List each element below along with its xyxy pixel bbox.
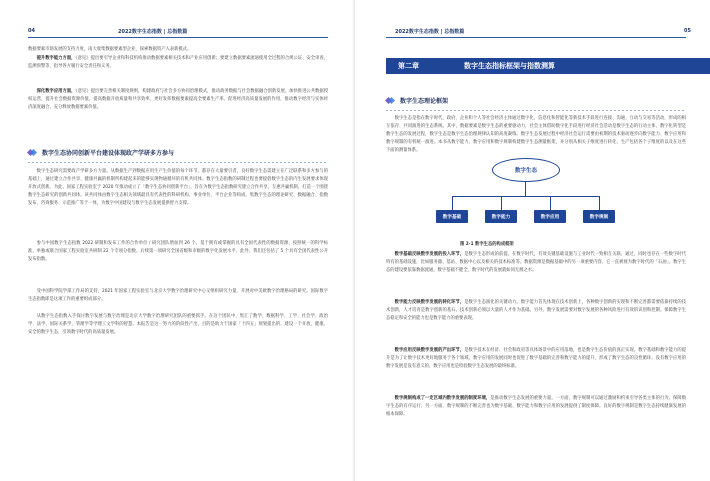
paragraph: 深化数字应用方面，《意见》提出要完善相关制度规则，构建政府与社会多方协同治理模式，推动政务数据与社会数据融合创新发展，加快推进公共数据授权运营，提升社会数据资源价值，提高数据开放质量和共享效率，更好发挥数据要素提高全要素生产率、促进经济高质量发展的作用，推动数字经济与实体经济深度融合，充分释放数据要素价值。 bbox=[28, 89, 328, 110]
section-rule bbox=[28, 162, 328, 163]
diagram-node-digital-foundation: 数字基础 bbox=[436, 210, 468, 223]
chapter-number: 第二章 bbox=[398, 62, 419, 70]
connector bbox=[599, 196, 600, 210]
paragraph: 数字生态研究需要政产学研多方力量。从数据生产到数据应用生产生价值的每个环节，都存在大量要引者。良好数字生态需建立在广泛联系和多方参与的基础上，通过建立合作共享、健康共赢的机制所构建起来的能够实现物通循环的有机共同体。数字生态指数的研制过程也要提倡数字生态的内生发展要求体现开放式创新。为此，国家工程实验室于 2020 年推动成立了「数字生态协同创新平台」，旨在为数字生态指数研究建立合作共享、互惠共赢机制，打造一个围绕数字生态研究的创新共同体。该共同体由数字生态相关领域最具有代表性的科研机构、事业单位、平台企业等构成，集数字生态的理论研究、数据融合、指数发布、咨询服务、示范推广等于一体，为数字中国建设与数字生态发展提供智力支撑。 bbox=[28, 169, 328, 206]
connector bbox=[525, 182, 526, 196]
section-title: 数字生态协同创新平台建设体现政产学研多方参与 bbox=[42, 150, 175, 157]
connector bbox=[452, 196, 600, 197]
section-rule bbox=[386, 110, 686, 111]
diagram-node-digital-regulation: 数字规制 bbox=[583, 210, 615, 223]
paragraph: 数字基础反映数字发展的投入环节，是数字生态形成的前提。在数字时代，有效关键基础设施与工业时代一致相互关联，通过，同时也存在一些数字时代特有的基础设施，比如服务器、基站、数据中心以及相关的技术标准等。数据资源是数据基础中的另一项重要内容，它一直被视为数字时代的「石油」。数字生态的建设要依靠数据流通。数字基础不健全，数字时代的发展就如同无源之水。 bbox=[386, 252, 687, 273]
figure-caption: 图 2-1 数字生态的构成框架 bbox=[460, 242, 514, 247]
diagram-node-digital-capability: 数字能力 bbox=[485, 210, 517, 223]
connector bbox=[452, 196, 453, 210]
paragraph: 受中国科学院学部工作局的支持，2021 年国家工程实验室与北京大学数字治理研究中心又组织研究力量，开展对中美欧数字治理格局的研究。国际数字生态指数即是这项工作的重要组成部分。 bbox=[28, 289, 328, 302]
paragraph: 数据要素市场发展的支持力度，南大收集数据要素型企业，探索数据资产入表新模式。 bbox=[28, 47, 192, 52]
chapter-title: 数字生态指标框架与指数测算 bbox=[464, 62, 555, 70]
paragraph: 提升数字能力方面，《意见》提出要引导企业和科技机构推动数据要素相关技术和产业应用创新；要建立数据要素流通使用全过程的合规公证、安全审查、监测预警等，指导各方履行安全责任和义务。 bbox=[28, 56, 328, 69]
chapter-banner bbox=[386, 58, 710, 74]
header-rule bbox=[386, 37, 686, 38]
section-heading bbox=[386, 96, 448, 105]
connector bbox=[550, 196, 551, 210]
running-header: 2022数字生态指数 | 总指数篇 bbox=[118, 29, 188, 35]
header-rule bbox=[28, 37, 328, 38]
page-number: 04 bbox=[28, 28, 35, 34]
ecosystem-diagram bbox=[420, 152, 632, 234]
section-title: 数字生态理论框架 bbox=[400, 98, 449, 105]
paragraph: 参与中国数字生态指数 2022 研制和发布工作的合作单位 / 研究团队增加到 26 个，基于拥有或掌握的具有全国代表性的数据资源，按照统一的科学标准，单独或联合国家工程实验室共研制 22 个专项分指数。后续第一项研究全国省级和市级的数字化发展水平。此外，我们还包括了 5 个具有全国代表性公开发布指数。 bbox=[28, 241, 328, 262]
connector bbox=[501, 196, 502, 210]
paragraph: 数字规制构成了一定区域内数字发展的制度环境，是推动数字生态发展的重要力量。一方面，数字规制可以通过激励和约束引导各类主体的行为，保障数字生态的有序运行；另一方面，数字规制的不断完善也为数字基础、数字能力和数字应用的发展提供了制度保障。良好的数字规制是数字生态持续健康发展的根本保障。 bbox=[386, 396, 686, 417]
diamond-icon bbox=[28, 148, 37, 157]
diagram-node-digital-application: 数字应用 bbox=[534, 210, 566, 223]
page-number: 05 bbox=[684, 28, 691, 34]
paragraph: 数字能力反映数字发展的转化环节，是数字生态演化的关键动力。数字能力首先体现在技术创新上，各种数字创新的实现和不断完善都需要依靠持续的技术创新，人才培育是数字创新的基石。技术创新必须以大量的人才作为基础。另外，数字发展需要对数字发展的各种风险进行有效的识别和控制。保障数字生态稳定和安全的能力也是数字能力的重要表现。 bbox=[386, 300, 687, 321]
section-heading bbox=[28, 148, 174, 157]
paragraph: 从数字生态指数入手探讨数字发展与数字治理是北京大学数字治理研究团队的重要抓手。在这个团队中，集汇了数学、数据科学、工学、社会学、政治学、法学、国际关系学、管理学等学理工文学科的智慧。本报告是这一努力的阶段性产出，目的是助力于国家「十四五」规划提出的，建设一个开放、健康、安全的数字生态，引领数字时代的高质量发展。 bbox=[28, 314, 328, 335]
running-header: 2022数字生态指数 | 总指数篇 bbox=[395, 29, 465, 35]
diagram-root-node: 数字生态 bbox=[492, 158, 560, 182]
diamond-icon bbox=[386, 96, 395, 105]
paragraph: 数字生态是指在数字时代，政府、企业和个人等社会经济主体通过数字化、信息化和智能化等新技术手段进行连接、沟通、互动与交易等活动，形成的相互依存、共同演进的生态系统。其中，数据要素是数字生态的重要驱动力，社会主体借助数字化手段进行经济社会活动是数字生态的行动主体，数字化转型是数字生态的发展过程，数字生态是数字生态治理规律认知的高度凝练。数字生态发展过程中经济社会运行需要由初期的技术驱动逐步向数字能力、数字应用和数字规制的有机统一演进。本书从数字能力、数字应用和数字规制构建数字生态测量框架，并分别从相关子维度进行转化，生产包括各个子维度的以及在这些下面的测量体系。 bbox=[386, 116, 686, 153]
paragraph: 数字应用反映数字发展的产出环节，是数字技术在经济、社会和政府等具体场景中的应用落地，也是数字生态价值的真正实现。数字基础和数字能力的提升是为了让数字技术更好地服务于各个领域。数字应用的发展同时也促进了数字基础的完善和数字能力的提升，形成了数字生态的良性循环。没有数字应用的数字发展是没有意义的，数字应用也是检验数字生态发展的最终标准。 bbox=[386, 348, 687, 369]
